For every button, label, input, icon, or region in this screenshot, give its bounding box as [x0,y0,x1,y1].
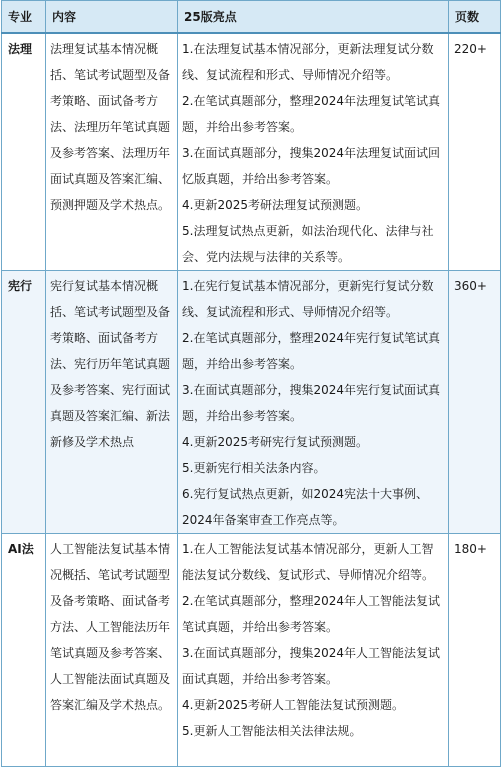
table-row [2,33,501,271]
table-row [2,271,501,534]
highlights-cell [178,271,449,534]
highlight-item: 5.法理复试热点更新，如法治现代化、法律与社会、党内法规与法律的关系等。 [182,224,434,264]
table-body [2,33,501,767]
table-row [2,534,501,767]
major-cell: AI法 [2,534,46,767]
content-cell: 人工智能法复试基本情况概括、笔试考试题型及备考策略、面试备考方法、人工智能法历年笔试真题及参考答案、人工智能法面试真题及答案汇编及学术热点。 [46,534,178,767]
highlight-item: 1.在法理复试基本情况部分，更新法理复试分数线、复试流程和形式、导师情况介绍等。 [182,42,434,82]
comparison-table [1,0,501,767]
highlight-item: 6.宪行复试热点更新，如2024宪法十大事例、2024年备案审查工作亮点等。 [182,487,428,527]
highlights-cell [178,33,449,271]
content-cell: 法理复试基本情况概括、笔试考试题型及备考策略、面试备考方法、法理历年笔试真题及参考答案、法理历年面试真题及答案汇编、预测押题及学术热点。 [46,33,178,271]
pages-cell: 360+ [449,271,501,534]
header-major: 专业 [2,1,46,34]
highlight-item: 4.更新2025考研宪行复试预测题。 [182,435,368,449]
content-cell: 宪行复试基本情况概括、笔试考试题型及备考策略、面试备考方法、宪行历年笔试真题及参考答案、宪行面试真题及答案汇编、新法新修及学术热点 [46,271,178,534]
major-cell: 法理 [2,33,46,271]
highlight-item: 5.更新宪行相关法条内容。 [182,461,326,475]
highlight-item: 2.在笔试真题部分，整理2024年法理复试笔试真题，并给出参考答案。 [182,94,440,134]
highlight-item: 2.在笔试真题部分，整理2024年人工智能法复试笔试真题，并给出参考答案。 [182,594,440,634]
header-highlights: 25版亮点 [178,1,449,34]
highlight-item: 1.在宪行复试基本情况部分，更新宪行复试分数线、复试流程和形式、导师情况介绍等。 [182,279,434,319]
table-header [2,1,501,34]
highlights-cell [178,534,449,767]
highlight-item: 1.在人工智能法复试基本情况部分，更新人工智能法复试分数线、复试形式、导师情况介绍等。 [182,542,435,582]
highlight-item: 4.更新2025考研法理复试预测题。 [182,198,368,212]
highlight-item: 5.更新人工智能法相关法律法规。 [182,724,362,738]
pages-cell: 180+ [449,534,501,767]
highlight-item: 3.在面试真题部分，搜集2024年人工智能法复试面试真题，并给出参考答案。 [182,646,440,686]
header-pages: 页数 [449,1,501,34]
pages-cell: 220+ [449,33,501,271]
highlight-item: 3.在面试真题部分，搜集2024年宪行复试面试真题，并给出参考答案。 [182,383,440,423]
major-cell: 宪行 [2,271,46,534]
highlight-item: 2.在笔试真题部分，整理2024年宪行复试笔试真题，并给出参考答案。 [182,331,440,371]
header-content: 内容 [46,1,178,34]
highlight-item: 4.更新2025考研人工智能法复试预测题。 [182,698,404,712]
highlight-item: 3.在面试真题部分，搜集2024年法理复试面试回忆版真题，并给出参考答案。 [182,146,440,186]
